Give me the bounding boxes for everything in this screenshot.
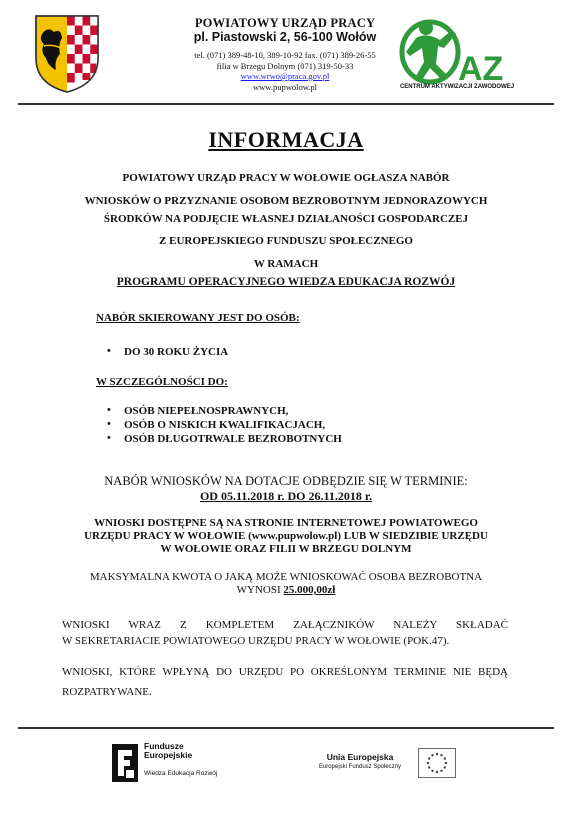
intro-line-4: Z EUROPEJSKIEGO FUNDUSZU SPOŁECZNEGO [159,235,413,247]
eu-star-icon [440,754,442,756]
contact-phones: tel. (071) 389-48-10, 389-10-92 fax. (071) 389-26-55 [194,50,376,60]
eu-star-icon [444,766,446,768]
availability-line-1: WNIOSKI DOSTĘPNE SĄ NA STRONIE INTERNETOWEJ POWIATOWEGO [94,517,478,529]
org-name: POWIATOWY URZĄD PRACY [194,16,376,30]
eu-star-icon [428,757,430,759]
intro-line-1: POWIATOWY URZĄD PRACY W WOŁOWIE OGŁASZA NABÓR [122,172,450,184]
website-text: www.pupwolow.pl [252,81,318,92]
fe-name-line1: Fundusze [144,741,184,751]
term-dates [0,489,572,504]
max-amount-value [0,584,572,596]
program-name: PROGRAMU OPERACYJNEGO WIEDZA EDUKACJA ROZWÓJ [116,276,456,288]
availability-line-2: URZĘDU PRACY W WOŁOWIE (www.pupwolow.pl) LUB W SIEDZIBIE URZĘDU [84,530,488,542]
eu-star-icon [427,762,429,764]
coat-of-arms-logo [34,14,100,94]
eu-flag-icon [418,748,456,778]
max-amount-line: MAKSYMALNA KWOTA O JAKĄ MOŻE WNIOSKOWAĆ OSOBA BEZROBOTNA [89,571,483,583]
intro-line-5: W RAMACH [253,258,319,270]
particular-item: • OSÓB NIEPEŁNOSPRAWNYCH, [124,405,288,417]
fundusze-europejskie-logo [112,742,232,786]
footer-divider [18,727,554,729]
fe-mark-icon [112,744,138,782]
page-title: INFORMACJA [208,127,364,152]
particular-item: • OSÓB DŁUGOTRWALE BEZROBOTNYCH [124,433,342,445]
contact-branch: filia w Brzegu Dolnym (071) 319-50-33 [216,60,354,71]
eu-star-icon [444,757,446,759]
eu-star-icon [440,770,442,772]
eu-star-icon [431,770,433,772]
eu-star-icon [428,766,430,768]
eu-star-icon [431,754,433,756]
particular-heading: W SZCZEGÓLNOŚCI DO: [96,376,228,388]
term-line: NABÓR WNIOSKÓW NA DOTACJE ODBĘDZIE SIĘ W TERMINIE: [104,474,468,488]
header-divider [18,103,554,105]
eu-fund: Europejski Fundusz Społeczny [318,764,402,770]
intro-line-3: ŚRODKÓW NA PODJĘCIE WŁASNEJ DZIAŁANOŚCI GOSPODARCZEJ [103,213,469,225]
fe-program: Wiedza Edukacja Rozwój [144,770,218,777]
submission-line-2: W SEKRETARIACIE POWIATOWEGO URZĘDU PRACY W WOŁOWIE (POK.47). [62,635,450,647]
caz-caption: CENTRUM AKTYWIZACJI ZAWODOWEJ [399,84,515,90]
eu-logo [314,748,464,782]
term-dates-text: OD 05.11.2018 r. DO 26.11.2018 r. [199,489,373,503]
eu-star-icon [436,753,438,755]
late-line-2: ROZPATRYWANE. [62,686,152,698]
eu-star-icon [445,762,447,764]
intro-line-2: WNIOSKÓW O PRZYZNANIE OSOBOM BEZROBOTNYM JEDNORAZOWYCH [84,195,488,207]
max-amount-prefix: WYNOSI [236,584,284,596]
target-item: • DO 30 ROKU ŻYCIA [124,346,228,358]
caz-letters: AZ [458,50,504,88]
max-amount-number: 25.000,00zł [283,584,336,596]
target-heading: NABÓR SKIEROWANY JEST DO OSÓB: [96,312,300,324]
fe-name-line2: Europejskie [144,750,193,760]
late-line-1: WNIOSKI, KTÓRE WPŁYNĄ DO URZĘDU PO OKREŚLONYM TERMINIE NIE BĘDĄ [62,666,508,678]
availability-line-3: W WOŁOWIE ORAZ FILII W BRZEGU DOLNYM [160,543,412,555]
submission-line-1: WNIOSKI WRAZ Z KOMPLETEM ZAŁĄCZNIKÓW NALEŻY SKŁADAĆ [62,619,508,631]
particular-item: • OSÓB O NISKICH KWALIFIKACJACH, [124,419,325,431]
eu-star-icon [436,771,438,773]
email-link[interactable]: www.wrwo@praca.gov.pl [240,71,330,81]
eu-name: Unia Europejska [326,752,394,762]
org-address: pl. Piastowski 2, 56-100 Wołów [193,30,377,44]
